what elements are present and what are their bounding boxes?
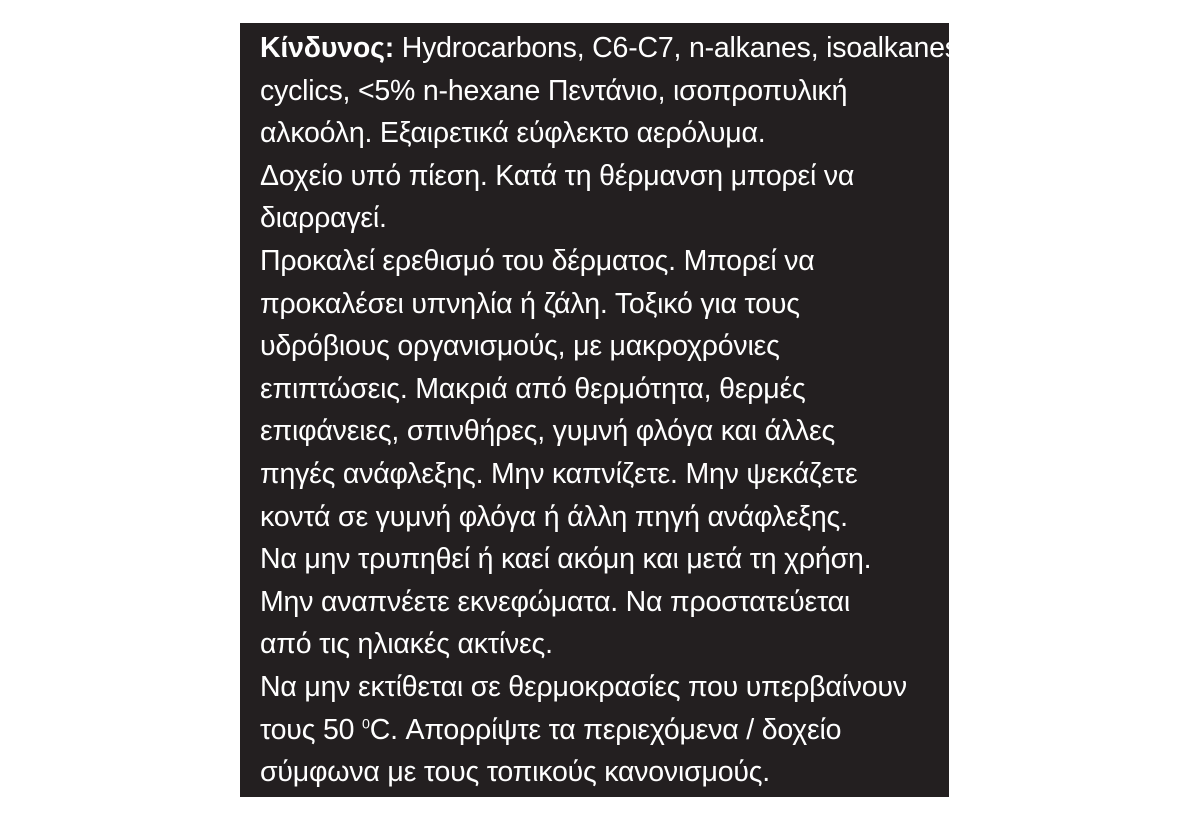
- hazard-text-line: επιφάνειες, σπινθήρες, γυμνή φλόγα και άλλες: [260, 415, 836, 448]
- hazard-text-line: Μην αναπνέετε εκνεφώματα. Να προστατεύεται: [260, 585, 851, 618]
- hazard-text-line: cyclics, <5% n-hexane Πεντάνιο, ισοπροπυλική: [260, 74, 848, 107]
- hazard-text-line: Προκαλεί ερεθισμό του δέρματος. Μπορεί να: [260, 244, 815, 277]
- temperature-suffix: C. Απορρίψτε τα περιεχόμενα / δοχείο: [369, 713, 842, 746]
- hazard-text-line: σύμφωνα με τους τοπικούς κανονισμούς.: [260, 756, 771, 789]
- hazard-text-line: Δοχείο υπό πίεση. Κατά τη θέρμανση μπορεί να: [260, 159, 855, 192]
- hazard-text-line: πηγές ανάφλεξης. Μην καπνίζετε. Μην ψεκάζετε: [260, 457, 858, 490]
- hazard-text-line: υδρόβιους οργανισμούς, με μακροχρόνιες: [260, 330, 780, 363]
- hazard-text-line: Να μην εκτίθεται σε θερμοκρασίες που υπερβαίνουν: [260, 670, 907, 703]
- hazard-text-line: επιπτώσεις. Μακριά από θερμότητα, θερμές: [260, 372, 806, 405]
- hazard-text-panel: [240, 23, 967, 797]
- hazard-line-1: [260, 27, 967, 70]
- hazard-text-line: Να μην τρυπηθεί ή καεί ακόμη και μετά τη χρήση.: [260, 543, 872, 576]
- temperature-prefix: τους 50: [260, 713, 362, 746]
- hazard-text-line: κοντά σε γυμνή φλόγα ή άλλη πηγή ανάφλεξης.: [260, 500, 848, 533]
- hazard-text-line: από τις ηλιακές ακτίνες.: [260, 628, 553, 661]
- degree-symbol: 0: [361, 716, 370, 732]
- hazard-text: Hydrocarbons, C6-C7, n-alkanes, isoalkanes,: [394, 32, 967, 64]
- hazard-text-line: διαρραγεί.: [260, 202, 387, 235]
- hazard-text-line: αλκοόλη. Εξαιρετικά εύφλεκτο αερόλυμα.: [260, 117, 766, 150]
- temperature-line: [260, 709, 949, 752]
- hazard-text-line: προκαλέσει υπνηλία ή ζάλη. Τοξικό για τους: [260, 287, 800, 320]
- hazard-heading: Κίνδυνος:: [260, 32, 394, 64]
